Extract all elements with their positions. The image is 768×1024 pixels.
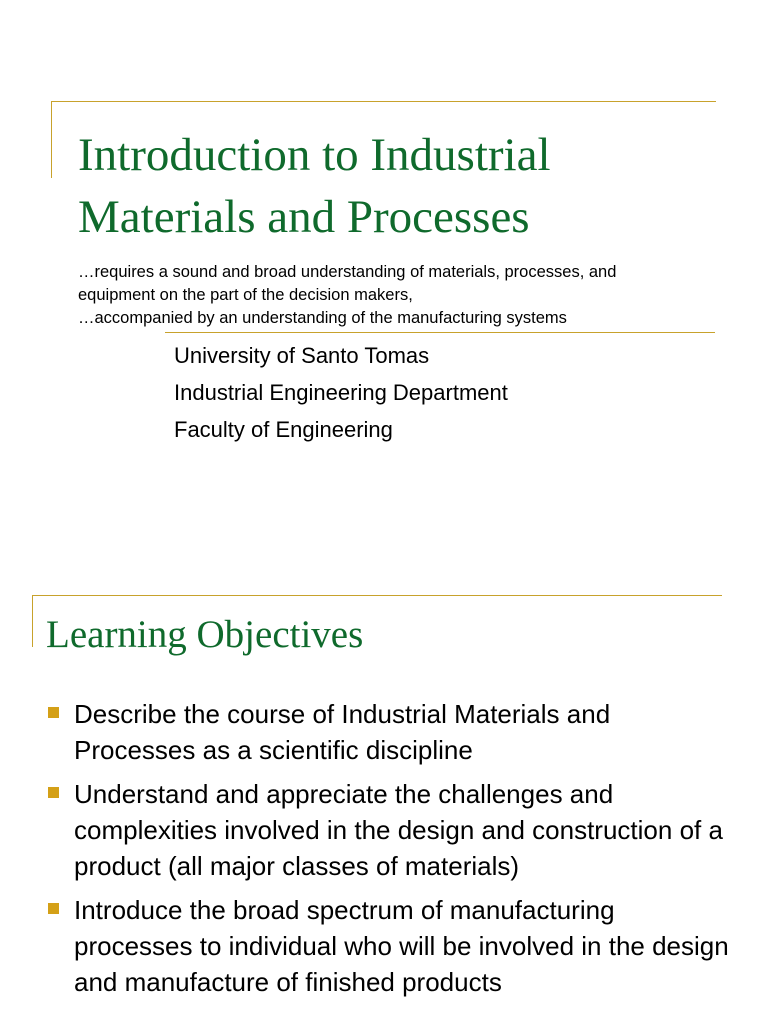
faculty-name: Faculty of Engineering — [174, 417, 393, 442]
department-name: Industrial Engineering Department — [174, 380, 508, 405]
slide-title-line-2: Materials and Processes — [78, 191, 530, 243]
subtitle-line: …requires a sound and broad understanding of materials, processes, and — [78, 263, 617, 281]
university-name: University of Santo Tomas — [174, 343, 430, 368]
square-bullet-icon — [48, 707, 59, 718]
square-bullet-icon — [48, 787, 59, 798]
frame-left-line — [32, 595, 33, 647]
frame-top-line — [51, 101, 716, 102]
list-item — [46, 696, 736, 768]
slide-title-line-1: Introduction to Industrial — [78, 129, 551, 181]
slide-subtitle — [78, 261, 738, 330]
frame-top-line — [32, 595, 722, 596]
frame-left-line — [51, 101, 52, 178]
list-item-text: Describe the course of Industrial Materials and Processes as a scientific discipline — [74, 699, 611, 765]
list-item — [46, 776, 736, 884]
list-item-text: Introduce the broad spectrum of manufacturing processes to individual who will be involved in the design and manufacture of finished products — [74, 895, 729, 997]
list-item-text: Understand and appreciate the challenges and complexities involved in the design and construction of a product (all major classes of materials) — [74, 779, 723, 881]
square-bullet-icon — [48, 903, 59, 914]
subtitle-line: …accompanied by an understanding of the manufacturing systems — [78, 309, 567, 327]
slide-title: Learning Objectives — [46, 613, 364, 656]
subtitle-divider — [165, 332, 715, 333]
objectives-slide — [0, 560, 768, 1024]
subtitle-line: equipment on the part of the decision makers, — [78, 286, 413, 304]
objectives-list — [46, 696, 736, 1008]
institution-info — [174, 337, 508, 448]
list-item — [46, 892, 736, 1000]
slide-title — [78, 124, 738, 248]
